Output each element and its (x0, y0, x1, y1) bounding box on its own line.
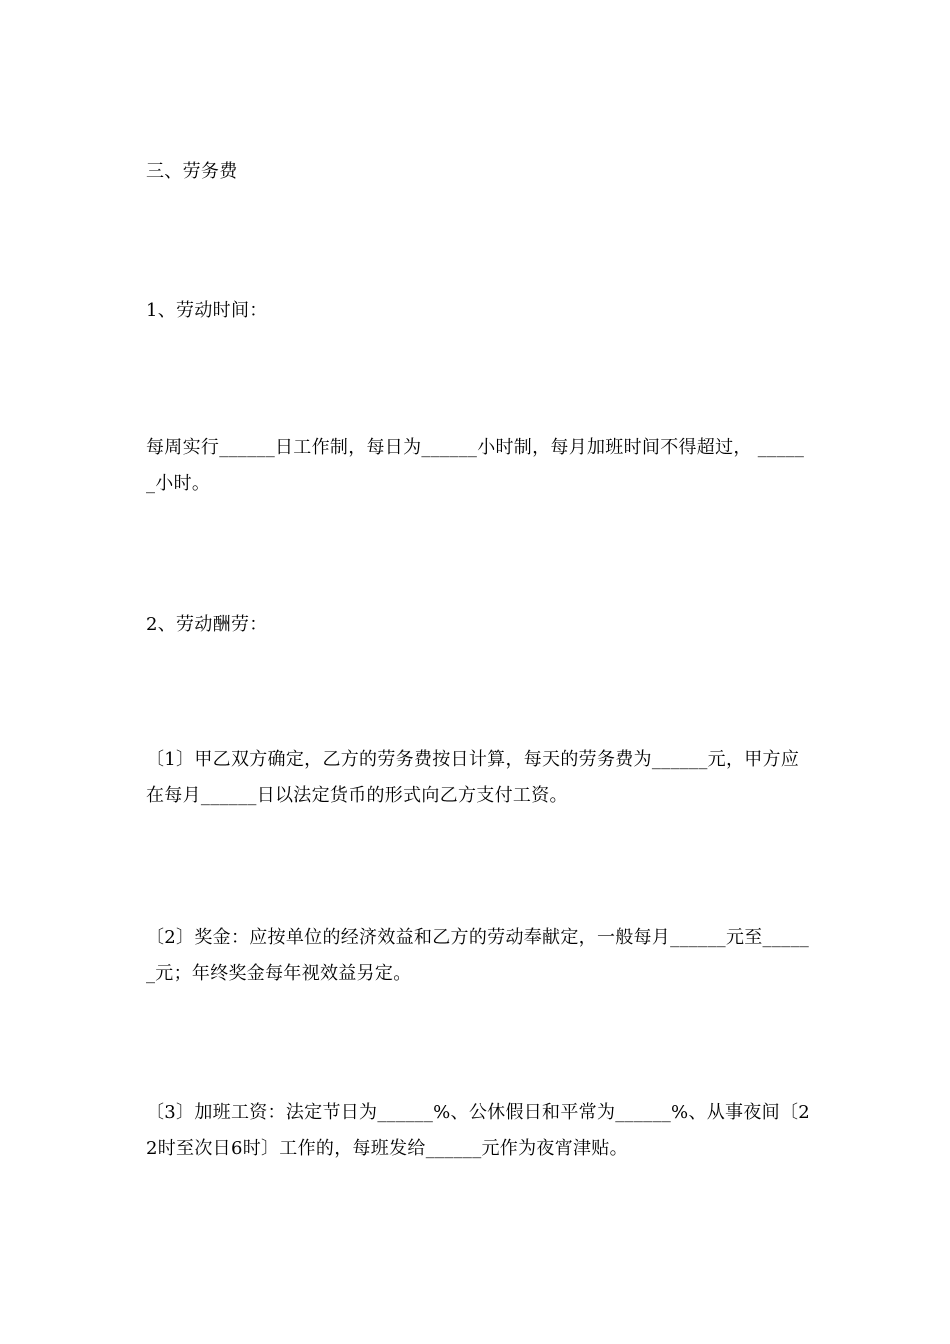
labor-pay-item-1: 〔1〕甲乙双方确定，乙方的劳务费按日计算，每天的劳务费为______元，甲方应在每月______日以法定货币的形式向乙方支付工资。 (146, 749, 800, 806)
labor-time-title: 1、劳动时间： (146, 300, 268, 321)
labor-time-body: 每周实行______日工作制，每日为______小时制，每月加班时间不得超过， ______小时。 (146, 437, 805, 494)
labor-pay-item-2: 〔2〕奖金：应按单位的经济效益和乙方的劳动奉献定，一般每月______元至______元；年终奖金每年视效益另定。 (146, 927, 810, 984)
labor-pay-item-3: 〔3〕加班工资：法定节日为______%、公休假日和平常为______%、从事夜间〔22时至次日6时〕工作的，每班发给______元作为夜宵津贴。 (146, 1102, 811, 1159)
labor-pay-title: 2、劳动酬劳： (146, 614, 268, 635)
section-heading: 三、劳务费 (146, 161, 238, 182)
